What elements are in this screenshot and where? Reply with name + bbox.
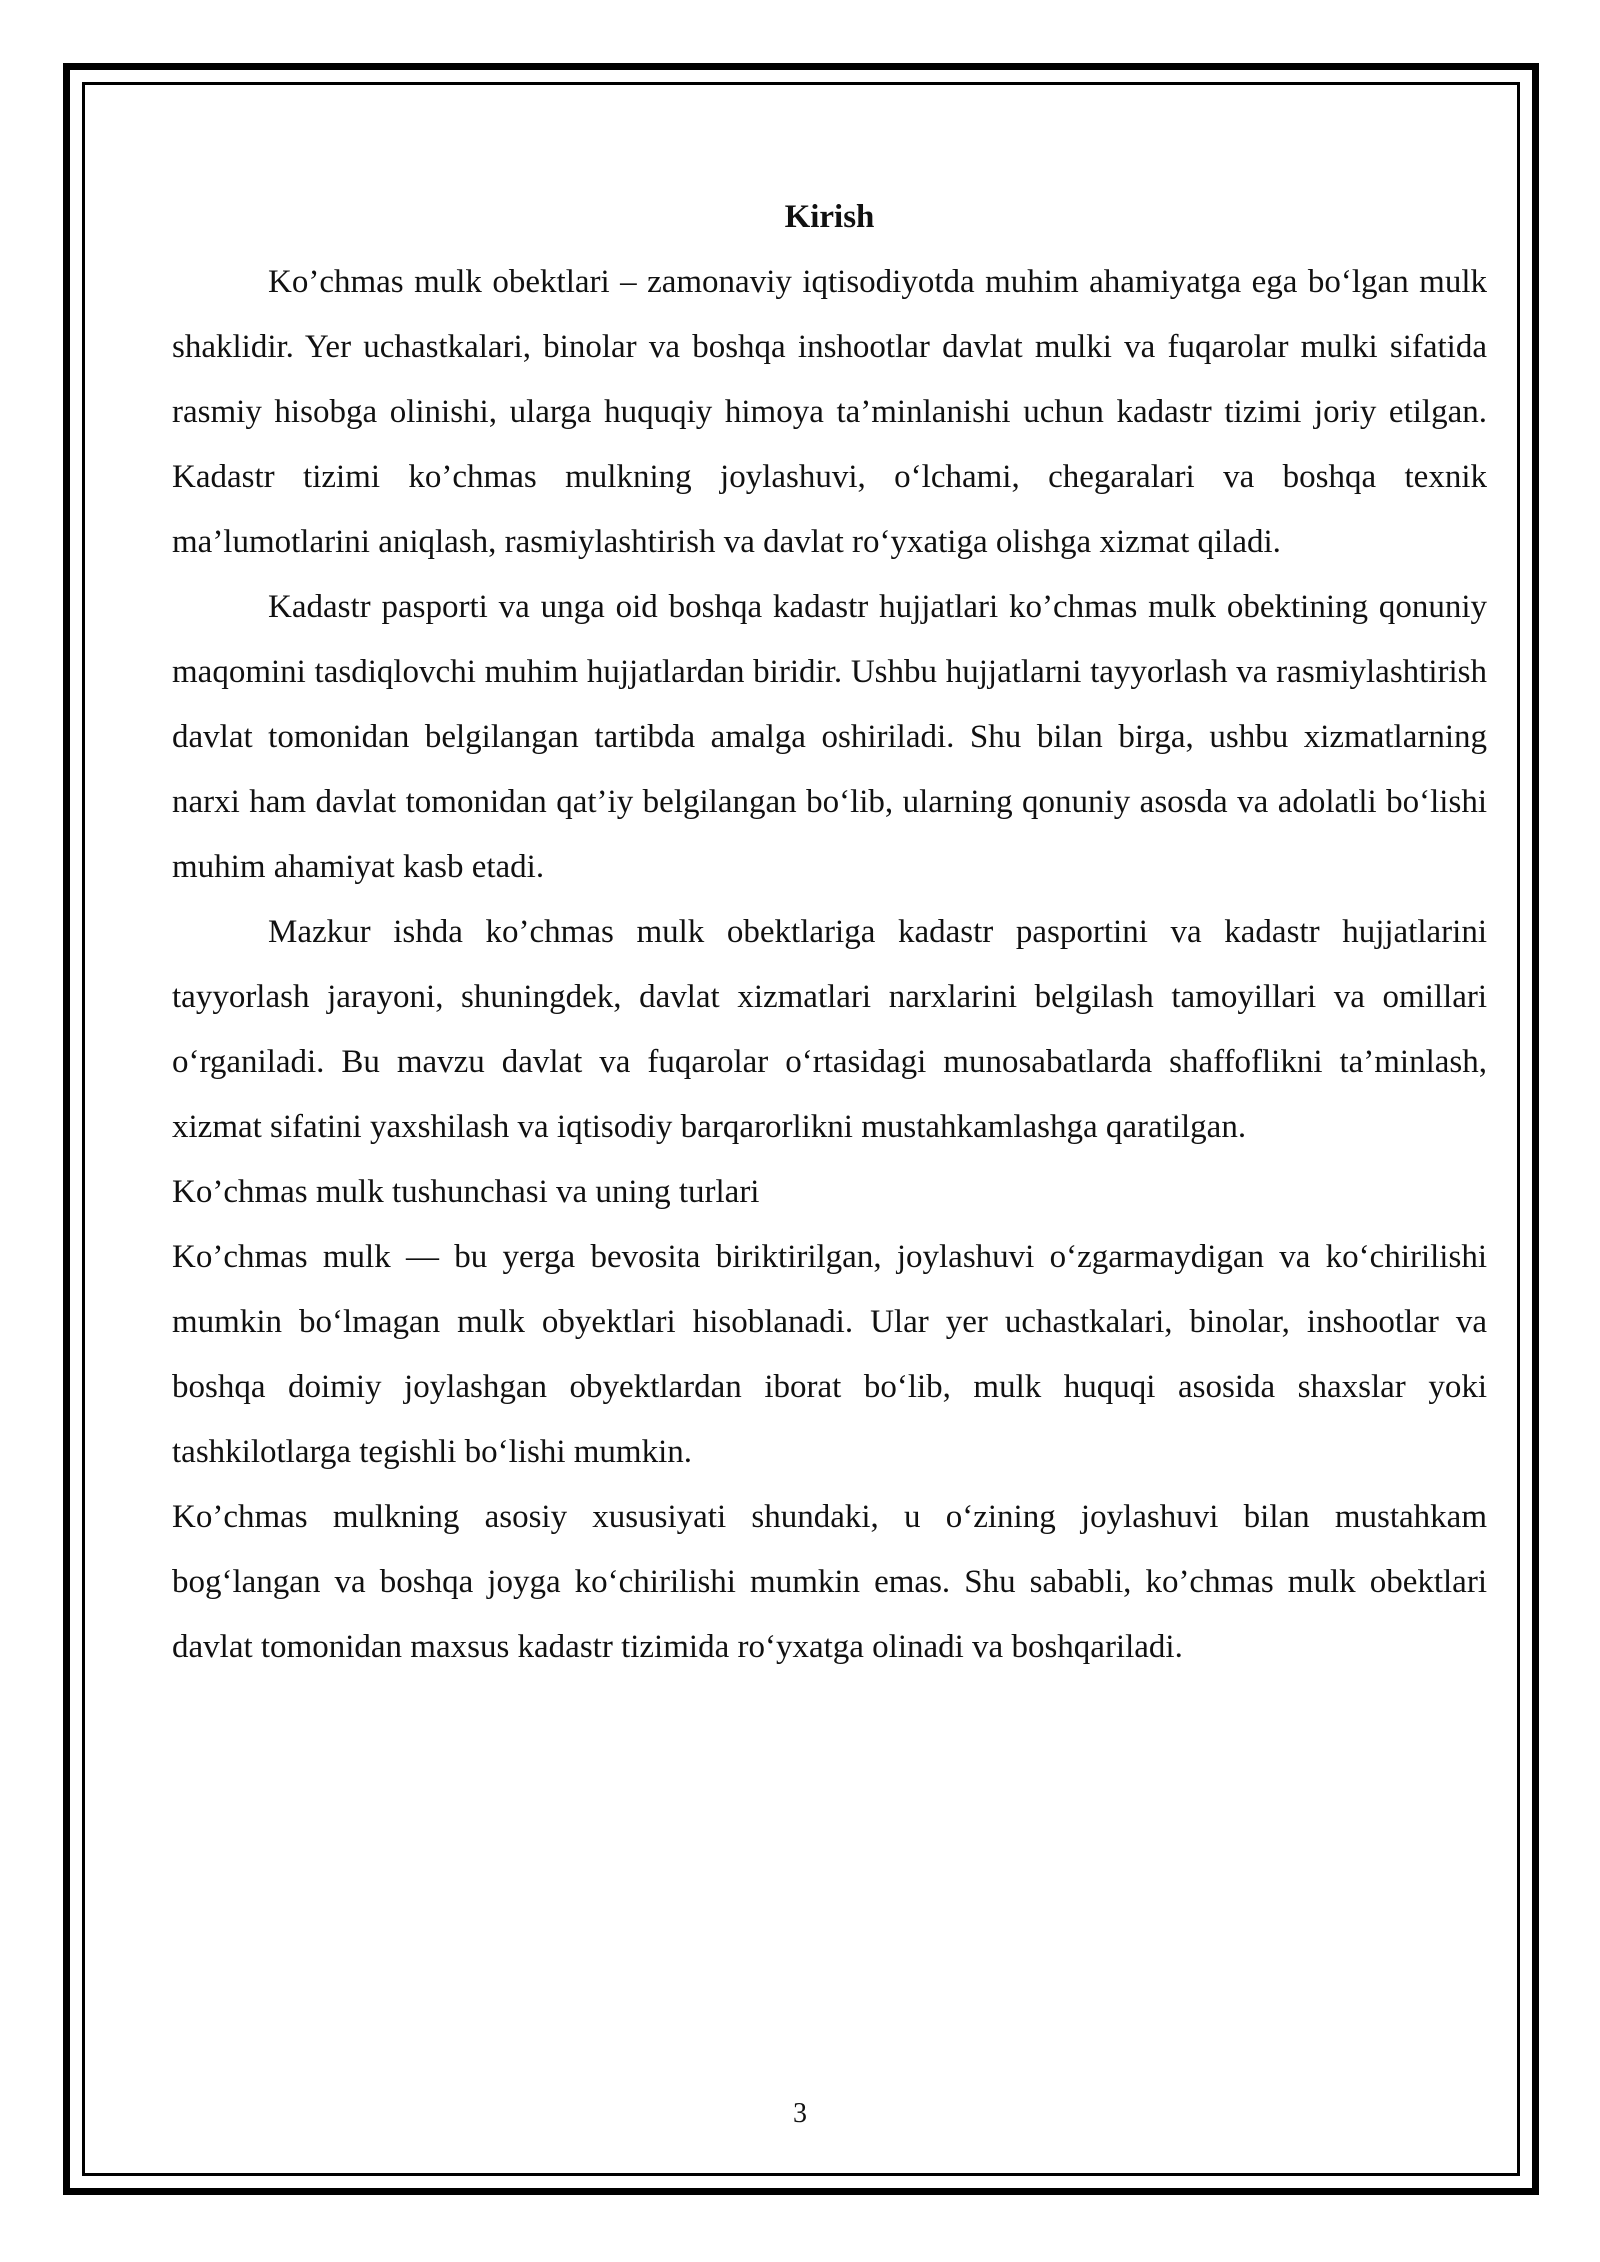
intro-paragraph-3: Mazkur ishda ko’chmas mulk obektlariga kadastr pasportini va kadastr hujjatlarini tayyorlash jarayoni, shuningdek, davlat xizmatlari narxlarini belgilash tamoyillari va omillari o‘rganiladi. Bu mavzu davlat va fuqarolar o‘rtasidagi munosabatlarda shaffoflikni ta’minlash, xizmat sifatini yaxshilash va iqtisodiy barqarorlikni mustahkamlashga qaratilgan. bbox=[172, 914, 1487, 1145]
section-paragraph-1: Ko’chmas mulk — bu yerga bevosita biriktirilgan, joylashuvi o‘zgarmaydigan va ko‘chirilishi mumkin bo‘lmagan mulk obyektlari hisoblanadi. Ular yer uchastkalari, binolar, inshootlar va boshqa doimiy joylashgan obyektlardan iborat bo‘lib, mulk huquqi asosida shaxslar yoki tashkilotlarga tegishli bo‘lishi mumkin. bbox=[172, 1239, 1487, 1470]
page-number: 3 bbox=[793, 2098, 807, 2129]
document-body bbox=[172, 185, 1487, 1680]
section-paragraph-2: Ko’chmas mulkning asosiy xususiyati shundaki, u o‘zining joylashuvi bilan mustahkam bog‘langan va boshqa joyga ko‘chirilishi mumkin emas. Shu sababli, ko’chmas mulk obektlari davlat tomonidan maxsus kadastr tizimida ro‘yxatga olinadi va boshqariladi. bbox=[172, 1499, 1487, 1665]
section-title: Ko’chmas mulk tushunchasi va uning turlari bbox=[172, 1174, 760, 1210]
intro-paragraph-2: Kadastr pasporti va unga oid boshqa kadastr hujjatlari ko’chmas mulk obektining qonuniy maqomini tasdiqlovchi muhim hujjatlardan biridir. Ushbu hujjatlarni tayyorlash va rasmiylashtirish davlat tomonidan belgilangan tartibda amalga oshiriladi. Shu bilan birga, ushbu xizmatlarning narxi ham davlat tomonidan qat’iy belgilangan bo‘lib, ularning qonuniy asosda va adolatli bo‘lishi muhim ahamiyat kasb etadi. bbox=[172, 589, 1487, 885]
intro-paragraph-1: Ko’chmas mulk obektlari – zamonaviy iqtisodiyotda muhim ahamiyatga ega bo‘lgan mulk shaklidir. Yer uchastkalari, binolar va boshqa inshootlar davlat mulki va fuqarolar mulki sifatida rasmiy hisobga olinishi, ularga huquqiy himoya ta’minlanishi uchun kadastr tizimi joriy etilgan. Kadastr tizimi ko’chmas mulkning joylashuvi, o‘lchami, chegaralari va boshqa texnik ma’lumotlarini aniqlash, rasmiylashtirish va davlat ro‘yxatiga olishga xizmat qiladi. bbox=[172, 264, 1487, 560]
page-heading: Kirish bbox=[784, 199, 875, 235]
